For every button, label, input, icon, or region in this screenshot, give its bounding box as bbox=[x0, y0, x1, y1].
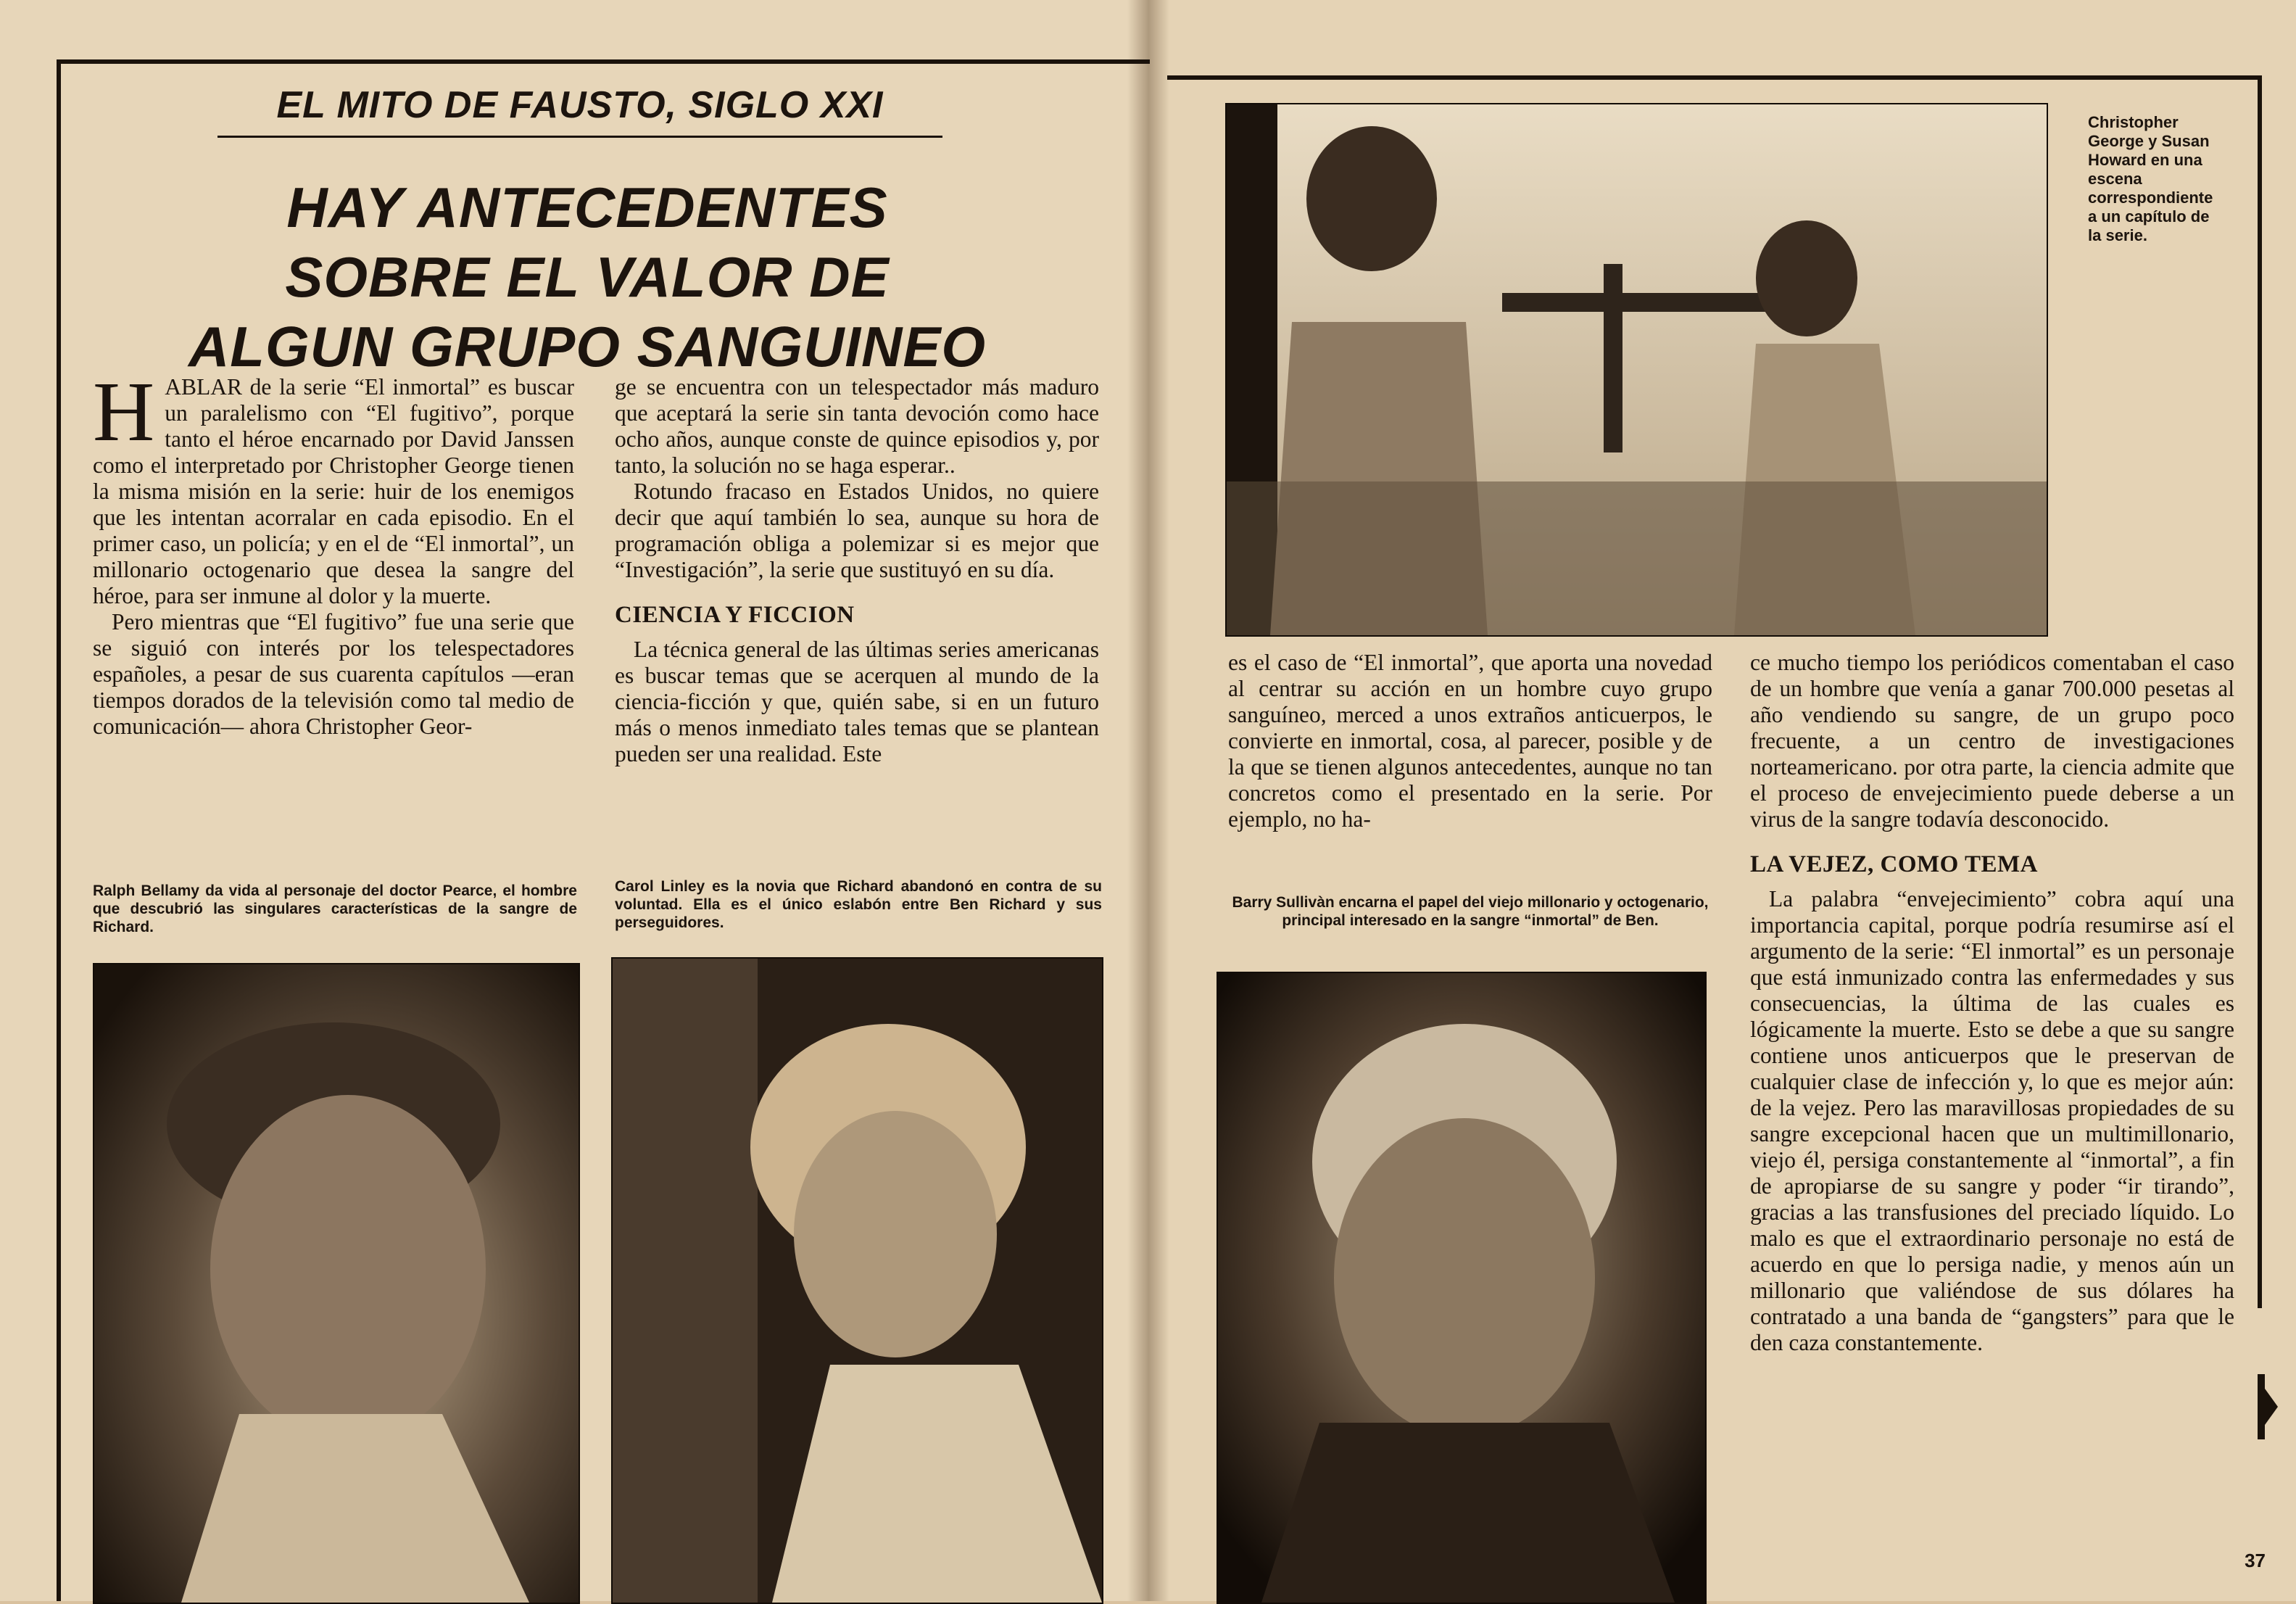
paragraph bbox=[93, 364, 574, 609]
continue-arrow-icon bbox=[2255, 1374, 2278, 1439]
photo-ralph-bellamy bbox=[93, 963, 580, 1604]
left-side-rule bbox=[57, 59, 61, 1601]
drop-cap: H bbox=[93, 364, 155, 459]
paragraph: Pero mientras que “El fugitivo” fue una serie que se siguió con interés por los telespectadores españoles, a pesar de sus cuarenta capítulos —eran tiempos dorados de la televisión como tal medio de comunicación— ahora Christopher Geor- bbox=[93, 609, 574, 739]
paragraph: La palabra “envejecimiento” cobra aquí una importancia capital, porque podría resumirse así el argumento de la serie: “El inmortal” es un personaje que está inmunizado contra las enfermedades y sus consecuencias, la última de las cuales es lógicamente la muerte. Esto se debe a que su sangre contiene unos anticuerpos que le preservan de cualquier clase de infección y, lo que es mejor aún: de la vejez. Pero las maravillosas propiedades de su sangre excepcional hacen que un multimillonario, viejo él, persiga constantemente al “inmortal”, a fin de apropiarse de su sangre y poder “ir tirando”, gracias a las transfusiones del preciado líquido. Lo malo es que el extraordinario personaje no está de acuerdo en que lo persiga nadie, y menos aún un millonario que valiéndose de sus dólares ha contratado a una banda de “gangsters” para que le den caza constantemente. bbox=[1750, 886, 2234, 1355]
paragraph: es el caso de “El inmortal”, que aporta una novedad al centrar su acción en un hombre cuyo grupo sanguíneo, merced a unos extraños anticuerpos, le convierte en inmortal, cosa, al parecer, posible y de la que se tienen algunos antecedentes, aunque no tan concretos como el presentado en la serie. Por ejemplo, no ha- bbox=[1228, 650, 1712, 832]
page-number: 37 bbox=[2245, 1550, 2266, 1571]
headline-line-1: HAY ANTECEDENTES bbox=[286, 175, 888, 239]
photo-george-howard bbox=[1225, 103, 2048, 637]
article-column-4 bbox=[1750, 650, 2234, 1520]
article-column-3 bbox=[1228, 650, 1712, 867]
caption-bellamy: Ralph Bellamy da vida al personaje del doctor Pearce, el hombre que descubrió las singulares características de la sangre de Richard. bbox=[93, 882, 577, 935]
caption-sullivan: Barry Sullivàn encarna el papel del viejo millonario y octogenario, principal interesado en la sangre “inmortal” de Ben. bbox=[1232, 894, 1709, 929]
right-top-rule bbox=[1167, 75, 2262, 80]
caption-linley: Carol Linley es la novia que Richard abandonó en contra de su voluntad. Ella es el único eslabón entre Ben Richard y sus perseguidores. bbox=[615, 878, 1102, 931]
photo-barry-sullivan bbox=[1217, 972, 1707, 1604]
section-subhead: CIENCIA Y FICCION bbox=[615, 602, 855, 628]
paragraph: ge se encuentra con un telespectador más maduro que aceptará la serie sin tanta devoción como hace ocho años, aunque conste de quince episodios y, por tanto, la solución no se haga esperar.. bbox=[615, 374, 1099, 478]
headline bbox=[123, 173, 1051, 381]
headline-line-3: ALGUN GRUPO SANGUINEO bbox=[188, 315, 987, 379]
left-top-rule bbox=[57, 59, 1150, 64]
paragraph: Rotundo fracaso en Estados Unidos, no quiere decir que aquí también lo sea, aunque su hora de programación obliga a polemizar si es mejor que “Investigación”, la serie que sustituyó en su día. bbox=[615, 479, 1099, 582]
paragraph-text: ABLAR de la serie “El inmortal” es buscar un paralelismo con “El fugitivo”, porque tanto el héroe encarnado por David Janssen como el interpretado por Christopher George tienen la misma misión en la serie: huir de los enemigos que les intentan acorralar en cada episodio. En el primer caso, un policía; y en el de “El inmortal”, un millonario octogenario que desea la sangre del héroe, para ser inmune al dolor y la muerte. bbox=[93, 374, 574, 608]
kicker-title: EL MITO DE FAUSTO, SIGLO XXI bbox=[217, 83, 942, 138]
paragraph: La técnica general de las últimas series americanas es buscar temas que se acerquen al mundo de la ciencia-ficción y que, quién sabe, si en un futuro más o menos inmediato tales temas que se plantean pueden ser una realidad. Este bbox=[615, 637, 1099, 766]
paragraph: ce mucho tiempo los periódicos comentaban el caso de un hombre que venía a ganar 700.000 pesetas al año vendiendo su sangre, de un grupo poco frecuente, a un centro de investigaciones norteamericano. por otra parte, la ciencia admite que el proceso de envejecimiento puede deberse a un virus de la sangre todavía desconocido. bbox=[1750, 650, 2234, 832]
photo-carol-linley bbox=[611, 957, 1103, 1604]
section-subhead: LA VEJEZ, COMO TEMA bbox=[1750, 851, 2039, 877]
headline-line-2: SOBRE EL VALOR DE bbox=[285, 245, 890, 309]
page-gutter bbox=[1127, 0, 1169, 1601]
article-column-1 bbox=[93, 364, 574, 853]
article-column-2 bbox=[615, 374, 1099, 853]
caption-george-howard: Christopher George y Susan Howard en una escena correspondiente a un capítulo de la serie. bbox=[2088, 113, 2213, 244]
right-side-rule bbox=[2258, 75, 2262, 1308]
